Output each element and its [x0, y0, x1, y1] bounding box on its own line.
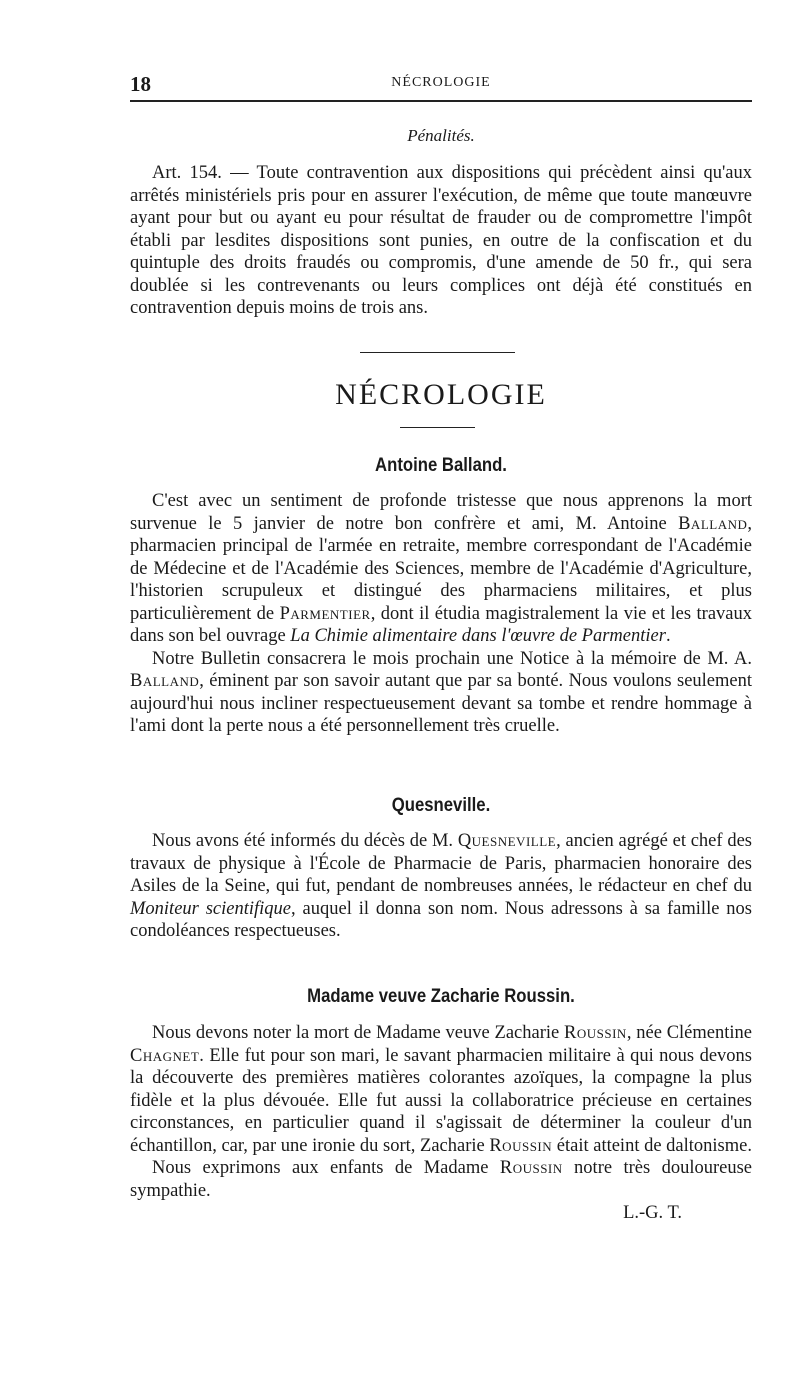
text-run: Nous avons été informés du décès de M.	[152, 831, 458, 851]
section-divider	[360, 352, 515, 353]
roussin-section	[130, 1022, 752, 1225]
page-number: 18	[130, 72, 151, 96]
running-title: NÉCROLOGIE	[391, 75, 491, 90]
text-run: était atteint de daltonisme.	[552, 1135, 752, 1156]
signature-line	[130, 1202, 752, 1225]
person-name: Roussin	[564, 1023, 627, 1043]
person-name: Quesneville	[457, 831, 557, 851]
roussin-paragraph-1	[130, 1022, 752, 1157]
text-run: C'est avec un sentiment de profonde tristesse que nous apprenons la mort survenue le 5 janvier de notre bon confrère et ami, M. Antoine	[130, 491, 752, 534]
balland-section	[130, 490, 752, 738]
roussin-heading: Madame veuve Zacharie Roussin.	[307, 986, 575, 1007]
person-name: Parmentier	[279, 603, 371, 624]
balland-paragraph-2	[130, 648, 752, 738]
roussin-paragraph-2	[130, 1157, 752, 1202]
text-run: notre très douloureuse sympathie.	[130, 1158, 752, 1201]
header-rule	[130, 100, 752, 102]
person-name: Chagnet	[130, 1045, 200, 1066]
text-run: , ancien agrégé et chef des travaux de physique à l'École de Pharmacie de Paris, pharmacien honoraire des Asiles de la Seine, qui fut, pendant de nombreuses années, le rédacteur en chef du	[130, 831, 752, 896]
book-title: La Chimie alimentaire dans l'œuvre de Parmentier	[290, 626, 666, 646]
balland-heading: Antoine Balland.	[375, 455, 507, 476]
text-run: Nous devons noter la mort de Madame veuve Zacharie	[152, 1023, 565, 1043]
quesneville-heading: Quesneville.	[391, 795, 491, 816]
title-underline	[400, 427, 475, 428]
text-run: , née Clémentine	[626, 1023, 752, 1043]
balland-paragraph-1	[130, 490, 752, 648]
text-run: Notre Bulletin consacrera le mois prochain une Notice à la mémoire de M. A.	[152, 648, 752, 669]
text-run: .	[665, 626, 671, 646]
text-run: Nous exprimons aux enfants de Madame	[152, 1158, 500, 1178]
person-name: Roussin	[499, 1158, 563, 1178]
text-run: , éminent par son savoir autant que par sa bonté. Nous voulons seulement aujourd'hui nous incliner respectueusement devant sa tombe et rendre hommage à l'ami dont la perte nous a été personnellement très cruelle.	[130, 671, 752, 736]
signature: L.-G. T.	[623, 1203, 682, 1223]
quesneville-section	[130, 830, 752, 943]
text-run: , dont il étudia magistralement la vie et les travaux dans son bel ouvrage	[130, 603, 752, 646]
necrologie-title: NÉCROLOGIE	[335, 378, 547, 411]
journal-title: Moniteur scientifique	[130, 898, 292, 919]
penalites-paragraph: Art. 154. — Toute contravention aux dispositions qui précèdent ainsi qu'aux arrêtés ministériels pris pour en assurer l'exécution, de même que toute manœuvre ayant pour but ou ayant eu pour résultat de frauder ou de compromettre l'impôt établi par lesdites dispositions sont punies, en outre de la confiscation et du quintuple des droits fraudés ou compromis, d'une amende de 50 fr., qui sera doublée si les contrevenants ou leurs complices ont déjà été constitués en contravention depuis moins de trois ans.	[130, 163, 752, 318]
penalites-section	[130, 162, 752, 320]
person-name: Balland	[130, 671, 200, 691]
text-run: . Elle fut pour son mari, le savant pharmacien militaire à qui nous devons la découverte des premières matières colorantes azoïques, la compagne la plus fidèle et la plus dévouée. Elle fut aussi la collaboratrice précieuse en certaines circonstances, en particulier quand il s'agissait de déterminer la couleur d'un échantillon, car, par une ironie du sort, Zacharie	[130, 1045, 752, 1156]
text-run: , pharmacien principal de l'armée en retraite, membre correspondant de l'Académie de Médecine et de l'Académie des Sciences, membre de l'Académie d'Agriculture, l'historien scrupuleux et distingué des pharmaciens militaires, et plus particulièrement de	[130, 513, 752, 624]
person-name: Balland	[678, 513, 748, 534]
text-run: , auquel il donna son nom. Nous adressons à sa famille nos condoléances respectueuses.	[130, 898, 752, 941]
quesneville-paragraph	[130, 830, 752, 943]
penalites-heading: Pénalités.	[407, 126, 475, 145]
person-name: Roussin	[489, 1135, 553, 1156]
page-header	[130, 72, 752, 96]
